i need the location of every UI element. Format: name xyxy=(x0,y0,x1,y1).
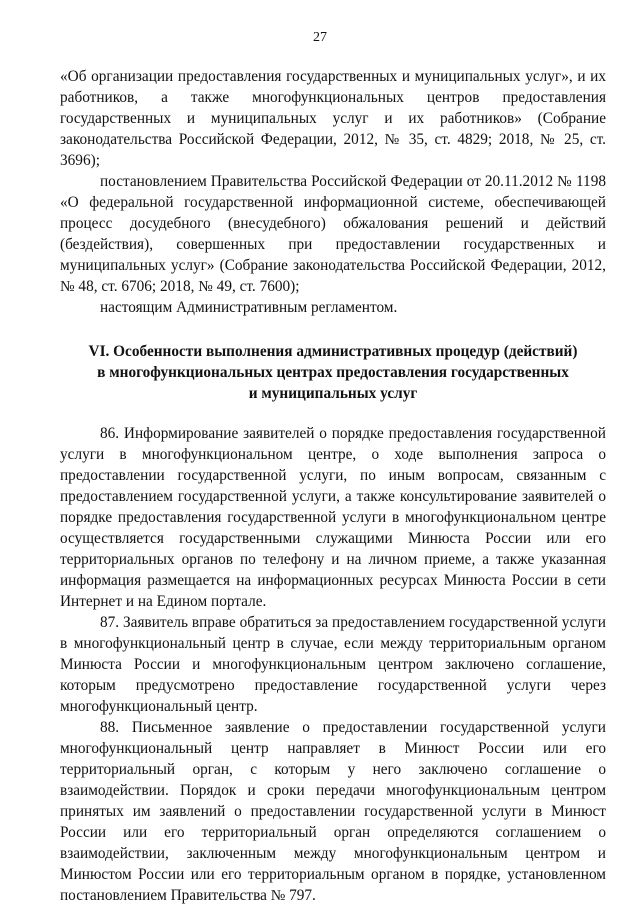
paragraph-87: 87. Заявитель вправе обратиться за предоставлением государственной услуги в многофункциональный центр в случае, если между территориальным органом Минюста России и многофункциональным центром заключено соглашение, которым предусмотрено предоставление государственной услуги через многофункциональный центр. xyxy=(60,614,606,715)
section-heading-line-1: VI. Особенности выполнения административных процедур (действий) xyxy=(88,343,578,360)
section-heading-line-3: и муниципальных услуг xyxy=(248,385,418,402)
section-heading xyxy=(60,341,606,404)
section-heading-line-2: в многофункциональных центрах предоставления государственных xyxy=(97,364,569,381)
page-number: 27 xyxy=(313,30,327,45)
document-body xyxy=(60,66,606,906)
paragraph-law-citation-continued: «Об организации предоставления государственных и муниципальных услуг», и их работников, а также многофункциональных центров предоставления государственных и муниципальных услуг и их работников» (Собрание законодательства Российской Федерации, 2012, № 35, ст. 4829; 2018, № 25, ст. 3696); xyxy=(60,68,606,169)
paragraph-government-decree-1198: постановлением Правительства Российской Федерации от 20.11.2012 № 1198 «О федеральной государственной информационной системе, обеспечивающей процесс досудебного (внесудебного) обжалования решений и действий (бездействия), совершенных при предоставлении государственных и муниципальных услуг» (Собрание законодательства Российской Федерации, 2012, № 48, ст. 6706; 2018, № 49, ст. 7600); xyxy=(60,173,606,295)
paragraph-admin-regulation: настоящим Административным регламентом. xyxy=(100,299,398,316)
paragraph-88: 88. Письменное заявление о предоставлении государственной услуги многофункциональный центр направляет в Минюст России или его территориальный орган, с которым у него заключено соглашение о взаимодействии. Порядок и сроки передачи многофункциональным центром принятых им заявлений о предоставлении государственной услуги в Минюст России или его территориальный орган определяются соглашением о взаимодействии, заключенным между многофункциональным центром и Минюстом России или его территориальным органом в порядке, установленном постановлением Правительства № 797. xyxy=(60,719,606,904)
paragraph-86: 86. Информирование заявителей о порядке предоставления государственной услуги в многофункциональном центре, о ходе выполнения запроса о предоставлении государственной услуги, по иным вопросам, связанным с предоставлением государственной услуги, а также консультирование заявителей о порядке предоставления государственной услуги в многофункциональном центре осуществляется государственными служащими Минюста России или его территориальных органов по телефону и на личном приеме, а также указанная информация размещается на информационных ресурсах Минюста России в сети Интернет и на Едином портале. xyxy=(60,425,606,610)
